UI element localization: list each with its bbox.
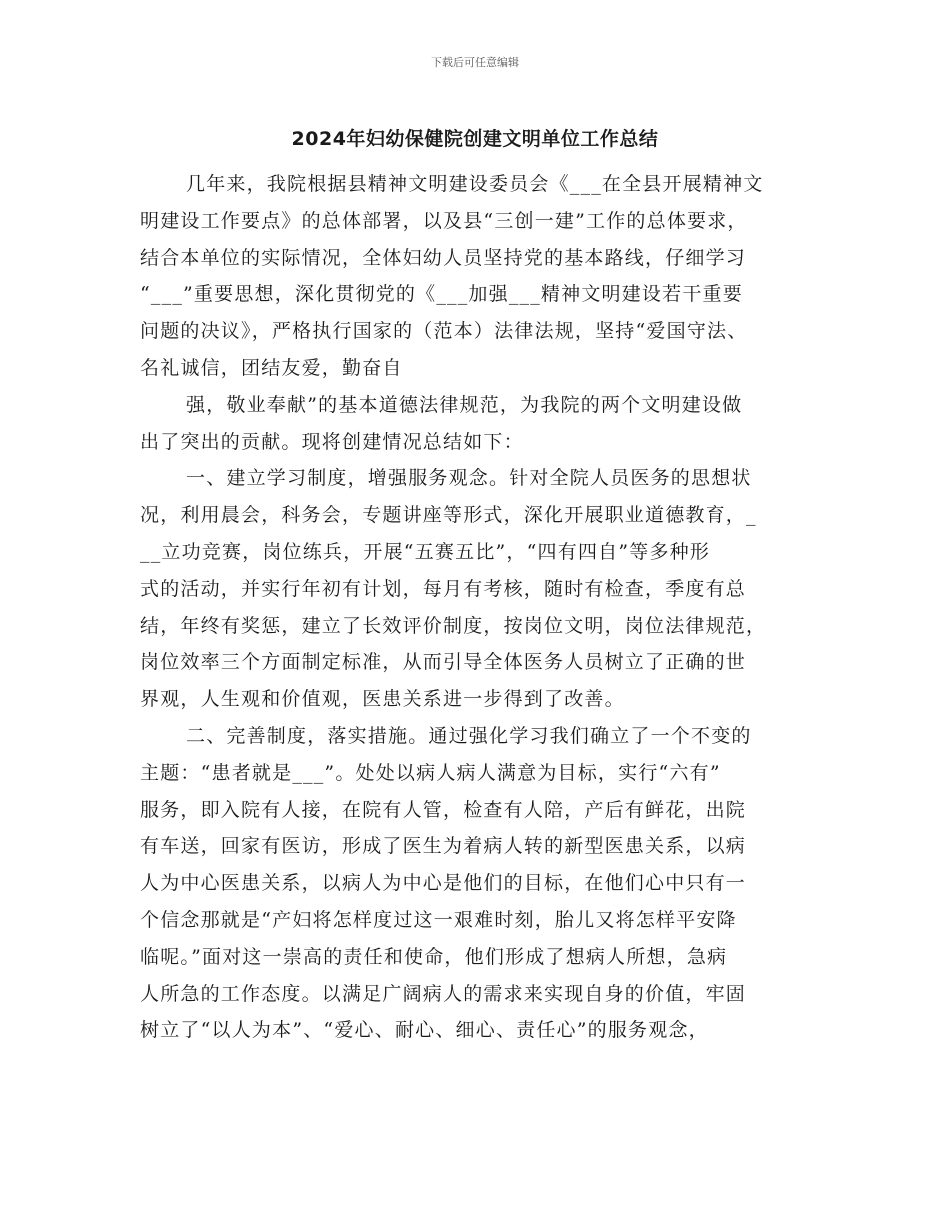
header-note: 下载后可任意编辑 — [431, 56, 519, 69]
text-line: 二、完善制度，落实措施。通过强化学习我们确立了一个不变的 — [186, 724, 752, 747]
text-line: 岗位效率三个方面制定标准，从而引导全体医务人员树立了正确的世 — [140, 651, 747, 674]
paragraph-continuation — [140, 387, 830, 461]
text-line: 树立了“以人为本”、“爱心、耐心、细心、责任心”的服务观念， — [140, 1019, 709, 1042]
text-line: 个信念那就是“产妇将怎样度过这一艰难时刻，胎儿又将怎样平安降 — [140, 908, 737, 931]
text-line: 问题的决议》，严格执行国家的（范本）法律法规，坚持“爱国守法、 — [140, 320, 748, 343]
text-line: 结合本单位的实际情况，全体妇幼人员坚持党的基本路线，仔细学习 — [140, 246, 747, 269]
text-line: __立功竞赛，岗位练兵，开展“五赛五比”，“四有四自”等多种形 — [140, 540, 711, 563]
text-line: 式的活动，并实行年初有计划，每月有考核，随时有检查，季度有总 — [140, 577, 747, 600]
text-line: 几年来，我院根据县精神文明建设委员会《___在全县开展精神文 — [186, 173, 764, 195]
text-line: 况，利用晨会，科务会，专题讲座等形式，深化开展职业道德教育，_ — [140, 504, 757, 527]
text-line: 明建设工作要点》的总体部署，以及县“三创一建”工作的总体要求， — [140, 209, 748, 232]
text-line: 界观，人生观和价值观，医患关系进一步得到了改善。 — [140, 688, 625, 711]
text-line: 人所急的工作态度。以满足广阔病人的需求来实现自身的价值，牢固 — [140, 982, 747, 1005]
text-line: 出了突出的贡献。现将创建情况总结如下： — [140, 430, 524, 453]
text-line: 临呢。”面对这一崇高的责任和使命，他们形成了想病人所想，急病 — [140, 945, 728, 968]
text-line: 有车送，回家有医访，形成了医生为着病人转的新型医患关系，以病 — [140, 835, 747, 858]
text-line: 服务，即入院有人接，在院有人管，检查有人陪，产后有鲜花，出院 — [140, 798, 747, 821]
text-line: “___”重要思想，深化贯彻党的《___加强___精神文明建设若干重要 — [140, 283, 743, 306]
text-line: 结，年终有奖惩，建立了长效评价制度，按岗位文明，岗位法律规范， — [140, 614, 767, 637]
paragraph-intro — [140, 166, 830, 387]
document-body — [140, 166, 830, 1049]
text-line: 主题：“患者就是___”。处处以病人病人满意为目标，实行“六有” — [140, 761, 721, 784]
text-line: 名礼诚信，团结友爱，勤奋自 — [140, 356, 403, 379]
paragraph-section-two — [140, 718, 830, 1049]
document-title: 2024年妇幼保健院创建文明单位工作总结 — [291, 128, 659, 150]
text-line: 人为中心医患关系，以病人为中心是他们的目标，在他们心中只有一 — [140, 872, 747, 895]
text-line: 强，敬业奉献”的基本道德法律规范，为我院的两个文明建设做 — [186, 393, 743, 416]
paragraph-section-one — [140, 460, 830, 718]
text-line: 一、建立学习制度，增强服务观念。针对全院人员医务的思想状 — [186, 467, 752, 490]
